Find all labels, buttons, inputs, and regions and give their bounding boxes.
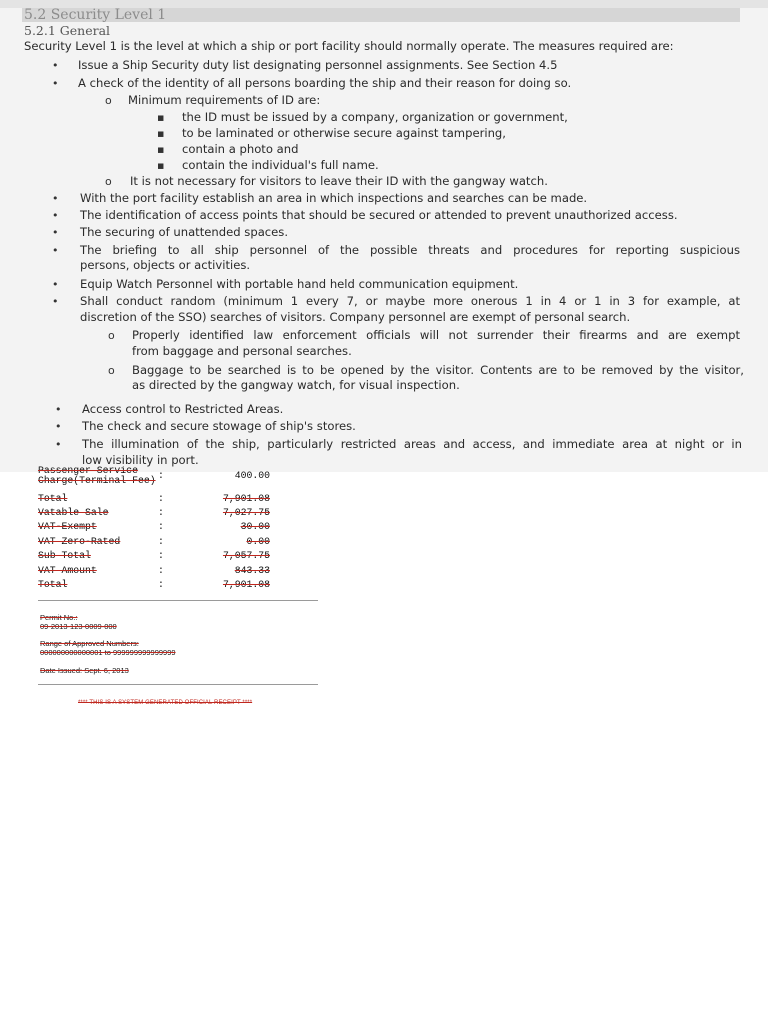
- receipt-row-value: 7,057.75: [222, 550, 270, 561]
- bullet-illumination-line2: low visibility in port.: [82, 453, 199, 467]
- bullet-marker: •: [52, 226, 59, 239]
- range-value: 000000000000001 to 999999999999999: [40, 648, 176, 657]
- receipt-colon: :: [158, 536, 164, 547]
- bullet-marker: •: [52, 295, 59, 308]
- receipt-row-label: Total: [38, 493, 68, 504]
- receipt-row: [38, 549, 270, 563]
- receipt-row-label: Vatable Sale: [38, 507, 109, 518]
- receipt-colon: :: [158, 507, 164, 518]
- bullet-marker: •: [55, 403, 62, 416]
- bullet-restricted-areas: Access control to Restricted Areas.: [82, 402, 284, 416]
- receipt-row: [38, 578, 270, 592]
- receipt-row-label: Total: [38, 579, 68, 590]
- date-issued: Date Issued: Sept. 6, 2013: [40, 666, 129, 675]
- subsection-heading: 5.2.1 General: [24, 23, 111, 38]
- officials-line1: Properly identified law enforcement officials will not surrender their firearms and are exempt: [132, 328, 740, 342]
- bullet-identity-check: A check of the identity of all persons boarding the ship and their reason for doing so.: [78, 76, 572, 90]
- receipt-colon: :: [158, 579, 164, 590]
- range-label: Range of Approved Numbers:: [40, 639, 139, 648]
- receipt-colon: :: [158, 470, 164, 481]
- receipt-row: [38, 564, 270, 578]
- id-requirements-heading: Minimum requirements of ID are:: [128, 93, 321, 107]
- bullet-illumination-line1: The illumination of the ship, particularly restricted areas and access, and immediate area at night or in: [82, 437, 742, 451]
- id-req-item: contain the individual's full name.: [182, 158, 379, 172]
- receipt-row-value: 7,901.08: [222, 579, 270, 590]
- receipt-row: [38, 535, 270, 549]
- section-heading: 5.2 Security Level 1: [22, 8, 740, 22]
- receipt-colon: :: [158, 550, 164, 561]
- square-marker: ▪: [157, 127, 165, 140]
- square-marker: ▪: [157, 143, 165, 156]
- system-receipt-footer: **** THIS IS A SYSTEM GENERATED OFFICIAL RECEIPT ****: [78, 700, 253, 706]
- divider: [38, 600, 318, 601]
- bullet-briefing-line1: The briefing to all ship personnel of the possible threats and procedures for reporting suspicious: [80, 243, 740, 257]
- intro-text: Security Level 1 is the level at which a ship or port facility should normally operate. The measures required are:: [24, 39, 674, 53]
- circle-marker: o: [105, 94, 112, 107]
- bullet-equip-watch: Equip Watch Personnel with portable hand held communication equipment.: [80, 277, 519, 291]
- bullet-marker: •: [52, 278, 59, 291]
- square-marker: ▪: [157, 159, 165, 172]
- bullet-marker: •: [52, 192, 59, 205]
- receipt-head-value: 400.00: [234, 470, 270, 481]
- bullet-marker: •: [55, 438, 62, 451]
- bullet-marker: •: [52, 77, 59, 90]
- circle-marker: o: [108, 329, 115, 342]
- receipt-row-value: 843.33: [234, 565, 270, 576]
- circle-marker: o: [105, 175, 112, 188]
- receipt-row-value: 7,027.75: [222, 507, 270, 518]
- bullet-marker: •: [55, 420, 62, 433]
- receipt-row: [38, 520, 270, 534]
- id-req-item: the ID must be issued by a company, organization or government,: [182, 110, 568, 124]
- permit-label: Permit No.:: [40, 613, 78, 622]
- baggage-line1: Baggage to be searched is to be opened by the visitor. Contents are to be removed by the visitor,: [132, 363, 744, 377]
- id-note: It is not necessary for visitors to leave their ID with the gangway watch.: [130, 174, 548, 188]
- receipt-row-label: VAT Amount: [38, 565, 97, 576]
- receipt-head-label-1: Passenger Service: [38, 466, 138, 476]
- receipt-row-value: 7,901.08: [222, 493, 270, 504]
- bullet-marker: •: [52, 59, 59, 72]
- divider: [38, 684, 318, 685]
- bullet-inspection-area: With the port facility establish an area in which inspections and searches can be made.: [80, 191, 588, 205]
- receipt-row: [38, 506, 270, 520]
- bullet-random-search-line1: Shall conduct random (minimum 1 every 7, or maybe more onerous 1 in 4 or 1 in 3 for example, at: [80, 294, 740, 308]
- receipt-row-value: 0.00: [246, 536, 270, 547]
- baggage-line2: as directed by the gangway watch, for visual inspection.: [132, 378, 460, 392]
- bullet-unattended-spaces: The securing of unattended spaces.: [80, 225, 289, 239]
- receipt-colon: :: [158, 565, 164, 576]
- bullet-duty-list: Issue a Ship Security duty list designating personnel assignments. See Section 4.5: [78, 58, 558, 72]
- permit-value: 09-2013-123-0009-000: [40, 622, 117, 631]
- square-marker: ▪: [157, 111, 165, 124]
- receipt-head-label-2: Charge(Terminal Fee): [38, 475, 156, 486]
- receipt-fragment: [0, 466, 330, 722]
- circle-marker: o: [108, 364, 115, 377]
- receipt-row-label: VAT Zero-Rated: [38, 536, 121, 547]
- bullet-briefing-line2: persons, objects or activities.: [80, 258, 251, 272]
- id-req-item: to be laminated or otherwise secure against tampering,: [182, 126, 506, 140]
- receipt-colon: :: [158, 521, 164, 532]
- scanned-document: [0, 8, 768, 472]
- id-req-item: contain a photo and: [182, 142, 299, 156]
- receipt-row-label: Sub Total: [38, 550, 91, 561]
- bullet-ship-stores: The check and secure stowage of ship's stores.: [82, 419, 356, 433]
- bullet-marker: •: [52, 209, 59, 222]
- receipt-row: [38, 492, 270, 506]
- bullet-access-points: The identification of access points that should be secured or attended to prevent unauthorized access.: [80, 208, 678, 222]
- bullet-random-search-line2: discretion of the SSO) searches of visitors. Company personnel are exempt of personal search.: [80, 310, 631, 324]
- officials-line2: from baggage and personal searches.: [132, 344, 352, 358]
- bullet-marker: •: [52, 244, 59, 257]
- receipt-row-label: VAT-Exempt: [38, 521, 97, 532]
- receipt-colon: :: [158, 493, 164, 504]
- receipt-row-value: 30.00: [240, 521, 270, 532]
